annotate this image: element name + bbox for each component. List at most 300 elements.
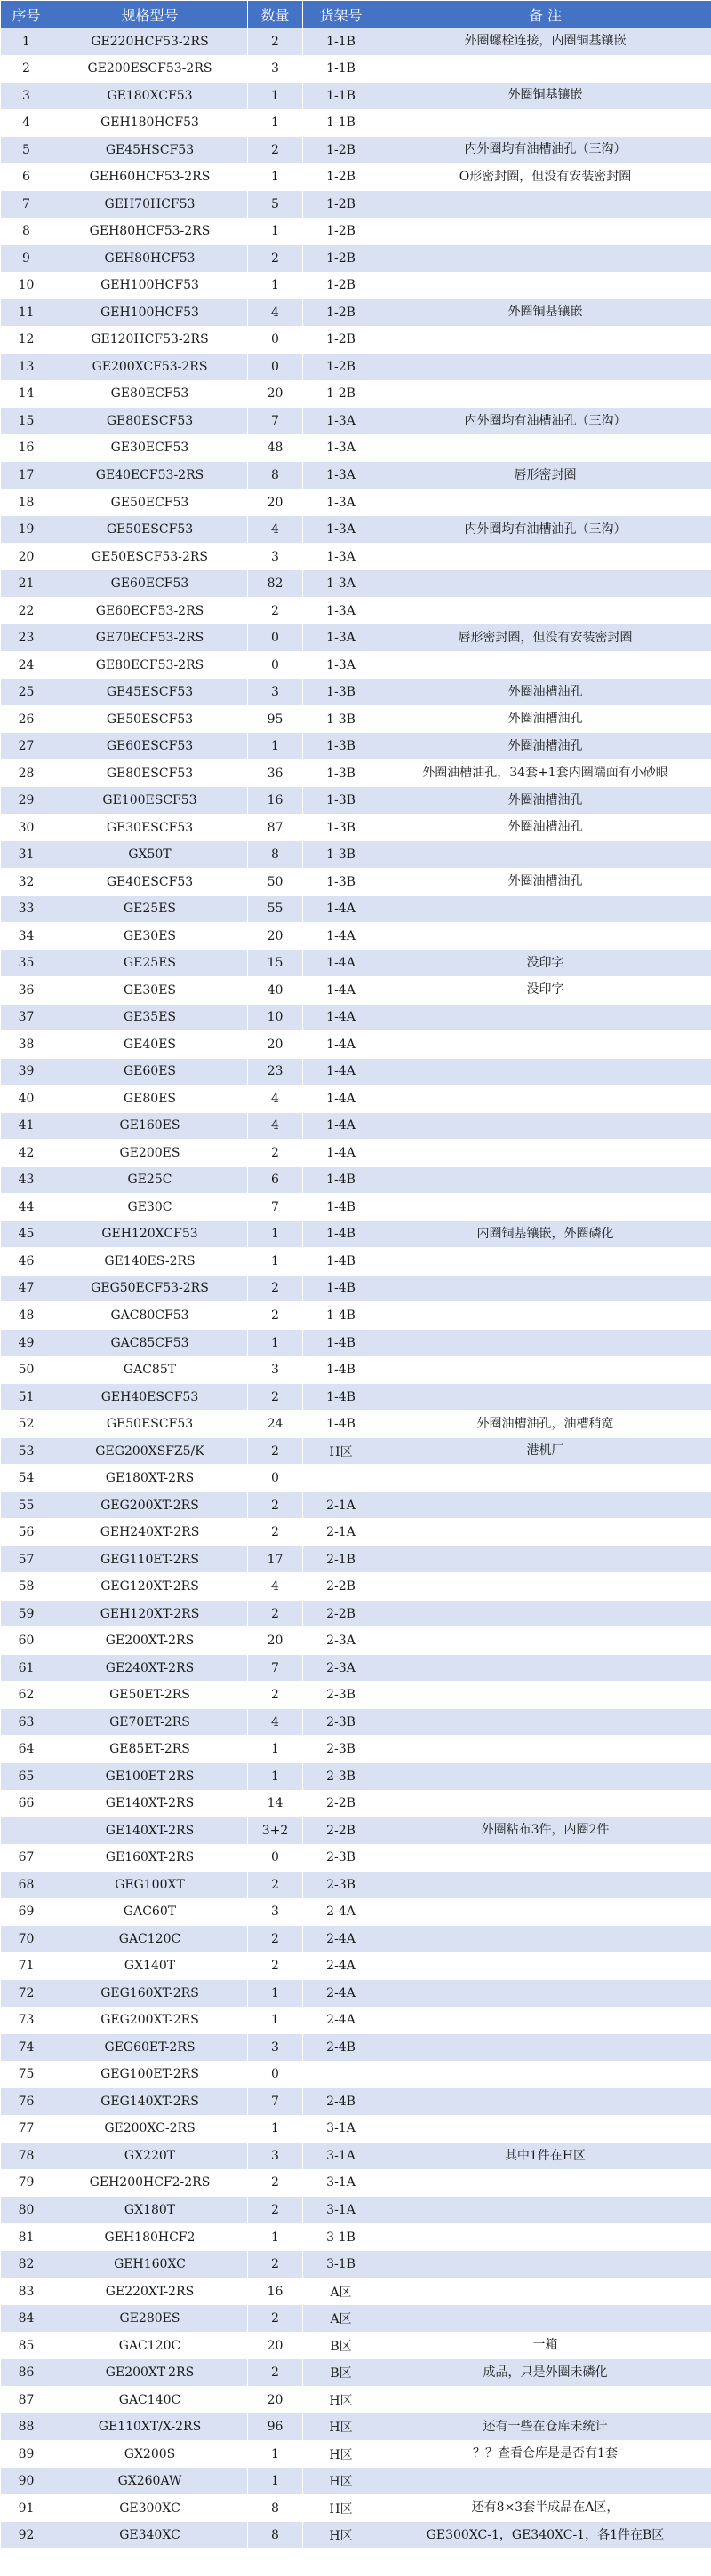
cell-note [379, 1763, 711, 1791]
cell-no: 80 [1, 2197, 52, 2224]
cell-shelf: 1-1B [303, 109, 379, 137]
cell-no: 51 [1, 1383, 52, 1411]
table-row [1, 1411, 711, 1438]
cell-note [379, 354, 711, 381]
cell-note [379, 380, 711, 408]
cell-no: 17 [1, 462, 52, 489]
table-row [1, 1194, 711, 1221]
cell-model: GE60ES [52, 1058, 248, 1085]
cell-note: O形密封圈，但没有安装密封圈 [379, 163, 711, 191]
cell-no: 57 [1, 1546, 52, 1573]
cell-model: GEH180HCF53 [52, 109, 248, 137]
cell-qty: 2 [248, 1872, 303, 1899]
cell-qty: 2 [248, 1952, 303, 1980]
cell-model: GE100ESCF53 [52, 787, 248, 815]
cell-model: GE30C [52, 1194, 248, 1221]
table-row [1, 2251, 711, 2278]
cell-note [379, 191, 711, 219]
cell-note [379, 1790, 711, 1817]
cell-qty: 3 [248, 2034, 303, 2062]
cell-shelf: 1-4A [303, 923, 379, 950]
cell-shelf: 1-4A [303, 950, 379, 977]
cell-note: 唇形密封圈 [379, 462, 711, 489]
cell-qty: 82 [248, 570, 303, 598]
table-row [1, 2359, 711, 2387]
cell-model: GEG140XT-2RS [52, 2088, 248, 2116]
table-row [1, 109, 711, 137]
cell-no: 16 [1, 434, 52, 462]
cell-shelf: 3-1B [303, 2251, 379, 2278]
cell-qty: 16 [248, 787, 303, 815]
cell-shelf: 1-4A [303, 1085, 379, 1113]
cell-model: GEH240XT-2RS [52, 1519, 248, 1546]
cell-shelf: 3-1A [303, 2143, 379, 2170]
cell-shelf [303, 2548, 379, 2576]
cell-model: GE200XT-2RS [52, 1627, 248, 1655]
cell-qty: 1 [248, 272, 303, 299]
cell-model: GEG100XT [52, 1872, 248, 1899]
cell-note [379, 1166, 711, 1194]
cell-no: 26 [1, 705, 52, 733]
cell-no: 70 [1, 1926, 52, 1953]
cell-no [1, 1817, 52, 1845]
cell-no: 33 [1, 895, 52, 923]
cell-model: GE30ESCF53 [52, 814, 248, 841]
cell-no: 91 [1, 2494, 52, 2522]
cell-model: GEG100ET-2RS [52, 2061, 248, 2088]
cell-note [379, 272, 711, 299]
cell-note [379, 1736, 711, 1763]
cell-qty: 15 [248, 950, 303, 977]
cell-shelf: 1-3A [303, 489, 379, 516]
cell-no: 64 [1, 1736, 52, 1763]
cell-qty [248, 2548, 303, 2576]
table-row [1, 2413, 711, 2441]
cell-no: 37 [1, 1004, 52, 1031]
cell-note [379, 1980, 711, 2008]
cell-qty: 4 [248, 516, 303, 544]
cell-no: 13 [1, 354, 52, 381]
cell-model: GE180XT-2RS [52, 1465, 248, 1492]
cell-shelf: 2-1B [303, 1546, 379, 1573]
table-row [1, 434, 711, 462]
table-row [1, 2305, 711, 2333]
cell-no: 67 [1, 1844, 52, 1872]
cell-shelf: 1-3B [303, 868, 379, 895]
cell-model: GEH80HCF53-2RS [52, 218, 248, 245]
table-row [1, 2386, 711, 2413]
cell-model: GEH160XC [52, 2251, 248, 2278]
cell-model: GEG200XSFZ5/K [52, 1437, 248, 1465]
cell-no: 32 [1, 868, 52, 895]
cell-note: 外圈油槽油孔 [379, 679, 711, 706]
cell-shelf: B区 [303, 2359, 379, 2387]
cell-note: 外圈铜基镶嵌 [379, 299, 711, 327]
table-row [1, 1708, 711, 1736]
cell-no: 1 [1, 28, 52, 56]
cell-no: 69 [1, 1898, 52, 1926]
table-row [1, 1085, 711, 1113]
cell-shelf: 3-1B [303, 2223, 379, 2251]
table-row [1, 679, 711, 706]
cell-note: 没印字 [379, 950, 711, 977]
table-row [1, 1437, 711, 1465]
cell-note [379, 543, 711, 570]
cell-shelf: 3-1A [303, 2197, 379, 2224]
table-row [1, 1872, 711, 1899]
table-row [1, 1329, 711, 1356]
cell-qty: 2 [248, 1140, 303, 1167]
table-row [1, 1491, 711, 1519]
cell-note [379, 1383, 711, 1411]
cell-no: 85 [1, 2332, 52, 2359]
cell-note [379, 1194, 711, 1221]
cell-qty: 1 [248, 2223, 303, 2251]
cell-qty: 1 [248, 1220, 303, 1248]
cell-shelf: 1-4B [303, 1383, 379, 1411]
cell-no: 38 [1, 1031, 52, 1059]
table-row [1, 1112, 711, 1140]
cell-shelf: 2-4A [303, 1926, 379, 1953]
table-row [1, 1248, 711, 1276]
table-row [1, 1166, 711, 1194]
cell-shelf: 1-4B [303, 1302, 379, 1330]
table-row [1, 272, 711, 299]
cell-qty: 7 [248, 1194, 303, 1221]
cell-shelf: 1-4B [303, 1166, 379, 1194]
cell-shelf: 1-1B [303, 83, 379, 110]
cell-shelf: 2-3B [303, 1736, 379, 1763]
table-row [1, 950, 711, 977]
cell-note [379, 1519, 711, 1546]
cell-note: 内外圈均有油槽油孔（三沟） [379, 516, 711, 544]
cell-qty: 0 [248, 2061, 303, 2088]
cell-model: GE120HCF53-2RS [52, 326, 248, 354]
cell-no: 72 [1, 1980, 52, 2008]
cell-note: 还有8×3套半成品在A区， [379, 2494, 711, 2522]
cell-model: GX140T [52, 1952, 248, 1980]
cell-model: GAC60T [52, 1898, 248, 1926]
cell-model: GE200XCF53-2RS [52, 354, 248, 381]
cell-note [379, 55, 711, 83]
cell-note [379, 2278, 711, 2305]
cell-note [379, 1275, 711, 1302]
cell-no: 68 [1, 1872, 52, 1899]
cell-qty: 1 [248, 1248, 303, 1276]
cell-qty: 7 [248, 2088, 303, 2116]
cell-qty: 14 [248, 1790, 303, 1817]
cell-note [379, 1627, 711, 1655]
cell-qty: 20 [248, 489, 303, 516]
cell-shelf: 3-1A [303, 2169, 379, 2197]
table-row [1, 2061, 711, 2088]
cell-note: ？？查看仓库是是否有1套 [379, 2440, 711, 2468]
cell-model: GE80ES [52, 1085, 248, 1113]
table-row [1, 1275, 711, 1302]
cell-shelf: 1-3A [303, 597, 379, 624]
cell-no: 63 [1, 1708, 52, 1736]
cell-shelf: 2-3A [303, 1627, 379, 1655]
cell-note [379, 1004, 711, 1031]
cell-no: 58 [1, 1573, 52, 1601]
cell-no: 23 [1, 624, 52, 652]
cell-qty: 10 [248, 1004, 303, 1031]
header-no: 序号 [1, 1, 52, 28]
cell-shelf: 1-3B [303, 679, 379, 706]
cell-note [379, 2251, 711, 2278]
cell-qty: 20 [248, 1627, 303, 1655]
cell-shelf: 1-1B [303, 55, 379, 83]
cell-no: 35 [1, 950, 52, 977]
cell-shelf: 1-1B [303, 28, 379, 56]
cell-shelf: 2-2B [303, 1600, 379, 1627]
cell-shelf: 2-1A [303, 1519, 379, 1546]
cell-model: GEH100HCF53 [52, 299, 248, 327]
cell-no: 82 [1, 2251, 52, 2278]
cell-shelf: 1-3B [303, 841, 379, 869]
cell-qty: 3 [248, 1356, 303, 1384]
table-row [1, 895, 711, 923]
cell-no: 62 [1, 1682, 52, 1709]
cell-no: 24 [1, 651, 52, 679]
cell-note [379, 597, 711, 624]
cell-qty: 4 [248, 299, 303, 327]
cell-model: GE140XT-2RS [52, 1817, 248, 1845]
cell-shelf: 1-3A [303, 651, 379, 679]
cell-note: 内外圈均有油槽油孔（三沟） [379, 137, 711, 164]
cell-qty: 1 [248, 218, 303, 245]
cell-model: GEG60ET-2RS [52, 2034, 248, 2062]
cell-note [379, 489, 711, 516]
cell-no: 2 [1, 55, 52, 83]
cell-no: 7 [1, 191, 52, 219]
table-row [1, 83, 711, 110]
cell-model: GE180XCF53 [52, 83, 248, 110]
cell-shelf: 1-2B [303, 380, 379, 408]
cell-note [379, 1248, 711, 1276]
cell-shelf: 1-3A [303, 624, 379, 652]
cell-no: 73 [1, 2007, 52, 2034]
header-note: 备 注 [379, 1, 711, 28]
cell-note [379, 326, 711, 354]
cell-model: GE240XT-2RS [52, 1654, 248, 1682]
table-row [1, 299, 711, 327]
cell-no: 28 [1, 759, 52, 787]
cell-note: 外圈油槽油孔 [379, 814, 711, 841]
cell-shelf: H区 [303, 2522, 379, 2549]
cell-no: 19 [1, 516, 52, 544]
cell-no: 47 [1, 1275, 52, 1302]
cell-note: 外圈油槽油孔 [379, 787, 711, 815]
cell-qty: 8 [248, 841, 303, 869]
cell-shelf: 1-3A [303, 434, 379, 462]
cell-model: GE70ECF53-2RS [52, 624, 248, 652]
cell-model: GE160XT-2RS [52, 1844, 248, 1872]
cell-qty: 16 [248, 2278, 303, 2305]
cell-qty: 4 [248, 1112, 303, 1140]
cell-no: 65 [1, 1763, 52, 1791]
cell-no: 60 [1, 1627, 52, 1655]
cell-no: 11 [1, 299, 52, 327]
cell-no: 39 [1, 1058, 52, 1085]
table-row [1, 2197, 711, 2224]
cell-shelf: 2-1A [303, 1491, 379, 1519]
cell-shelf: 2-3B [303, 1763, 379, 1791]
table-row [1, 1031, 711, 1059]
cell-note [379, 1600, 711, 1627]
cell-note [379, 895, 711, 923]
cell-note [379, 2034, 711, 2062]
cell-no: 14 [1, 380, 52, 408]
cell-note [379, 2169, 711, 2197]
cell-model: GE25C [52, 1166, 248, 1194]
cell-model: GEG200XT-2RS [52, 2007, 248, 2034]
table-row [1, 354, 711, 381]
table-row [1, 2468, 711, 2495]
cell-qty: 1 [248, 1980, 303, 2008]
table-row [1, 1519, 711, 1546]
cell-note [379, 434, 711, 462]
cell-no: 18 [1, 489, 52, 516]
table-row [1, 1140, 711, 1167]
table-row [1, 2332, 711, 2359]
table-row [1, 2088, 711, 2116]
cell-model: GE60ECF53 [52, 570, 248, 598]
cell-qty: 1 [248, 109, 303, 137]
cell-shelf: 1-4A [303, 1140, 379, 1167]
cell-shelf: 1-3A [303, 570, 379, 598]
cell-no: 52 [1, 1411, 52, 1438]
table-row [1, 2143, 711, 2170]
cell-note [379, 841, 711, 869]
cell-shelf: 1-4B [303, 1248, 379, 1276]
cell-qty: 0 [248, 624, 303, 652]
header-model: 规格型号 [52, 1, 248, 28]
header-shelf: 货架号 [303, 1, 379, 28]
cell-shelf: 3-1A [303, 2115, 379, 2143]
cell-note [379, 2115, 711, 2143]
cell-shelf: 1-2B [303, 299, 379, 327]
cell-shelf: 1-4A [303, 895, 379, 923]
table-row [1, 489, 711, 516]
cell-note: 没印字 [379, 977, 711, 1005]
cell-shelf: A区 [303, 2305, 379, 2333]
table-row [1, 1465, 711, 1492]
cell-shelf: 1-2B [303, 163, 379, 191]
cell-shelf: 2-3A [303, 1654, 379, 1682]
cell-shelf: 2-3B [303, 1708, 379, 1736]
cell-qty: 1 [248, 1763, 303, 1791]
table-row [1, 245, 711, 273]
cell-qty: 40 [248, 977, 303, 1005]
cell-model: GE220XT-2RS [52, 2278, 248, 2305]
cell-qty: 1 [248, 2468, 303, 2495]
table-row [1, 1682, 711, 1709]
cell-qty: 20 [248, 380, 303, 408]
cell-model: GE80ECF53-2RS [52, 651, 248, 679]
cell-shelf: 1-2B [303, 245, 379, 273]
cell-shelf: 1-2B [303, 326, 379, 354]
cell-model: GAC85T [52, 1356, 248, 1384]
cell-qty: 23 [248, 1058, 303, 1085]
cell-shelf: 1-4A [303, 1031, 379, 1059]
cell-note [379, 1465, 711, 1492]
cell-note [379, 923, 711, 950]
table-row [1, 1844, 711, 1872]
cell-shelf: H区 [303, 2386, 379, 2413]
cell-qty: 20 [248, 2332, 303, 2359]
cell-model: GEH60HCF53-2RS [52, 163, 248, 191]
cell-model: GEH120XCF53 [52, 1220, 248, 1248]
cell-model: GE60ECF53-2RS [52, 597, 248, 624]
table-row [1, 1817, 711, 1845]
table-row [1, 137, 711, 164]
cell-no: 22 [1, 597, 52, 624]
cell-note: 外圈油槽油孔，油槽稍宽 [379, 1411, 711, 1438]
cell-note: 唇形密封圈，但没有安装密封圈 [379, 624, 711, 652]
cell-qty: 0 [248, 1465, 303, 1492]
cell-qty: 2 [248, 28, 303, 56]
cell-shelf: 2-2B [303, 1790, 379, 1817]
cell-qty: 2 [248, 245, 303, 273]
table-row [1, 516, 711, 544]
cell-note [379, 651, 711, 679]
cell-shelf: 1-3B [303, 733, 379, 760]
cell-no: 78 [1, 2143, 52, 2170]
cell-shelf: 2-4A [303, 2007, 379, 2034]
cell-note [379, 245, 711, 273]
cell-qty: 1 [248, 1736, 303, 1763]
table-row [1, 759, 711, 787]
cell-qty: 2 [248, 1302, 303, 1330]
table-row [1, 408, 711, 435]
cell-note [379, 1058, 711, 1085]
cell-qty: 20 [248, 1031, 303, 1059]
cell-shelf: 1-3A [303, 462, 379, 489]
cell-model: GE70ET-2RS [52, 1708, 248, 1736]
cell-no: 25 [1, 679, 52, 706]
cell-no: 79 [1, 2169, 52, 2197]
cell-model: GE30ES [52, 977, 248, 1005]
cell-no: 46 [1, 1248, 52, 1276]
cell-model: GE200XC-2RS [52, 2115, 248, 2143]
cell-note: 外圈油槽油孔 [379, 705, 711, 733]
cell-model: GX200S [52, 2440, 248, 2468]
cell-shelf: 2-4A [303, 1980, 379, 2008]
cell-note [379, 2386, 711, 2413]
cell-model: GEH70HCF53 [52, 191, 248, 219]
cell-qty: 17 [248, 1546, 303, 1573]
cell-shelf: 2-3B [303, 1844, 379, 1872]
cell-no: 21 [1, 570, 52, 598]
cell-note: 外圈粘布3件，内圈2件 [379, 1817, 711, 1845]
cell-model: GE200ES [52, 1140, 248, 1167]
cell-qty: 8 [248, 462, 303, 489]
cell-model: GE340XC [52, 2522, 248, 2549]
cell-qty: 3 [248, 543, 303, 570]
cell-qty: 5 [248, 191, 303, 219]
cell-model: GE40ECF53-2RS [52, 462, 248, 489]
cell-note [379, 2061, 711, 2088]
cell-no: 87 [1, 2386, 52, 2413]
cell-shelf: A区 [303, 2278, 379, 2305]
cell-model: GEH120XT-2RS [52, 1600, 248, 1627]
table-row [1, 462, 711, 489]
table-row [1, 2223, 711, 2251]
cell-no: 6 [1, 163, 52, 191]
cell-note [379, 2007, 711, 2034]
cell-model: GX220T [52, 2143, 248, 2170]
